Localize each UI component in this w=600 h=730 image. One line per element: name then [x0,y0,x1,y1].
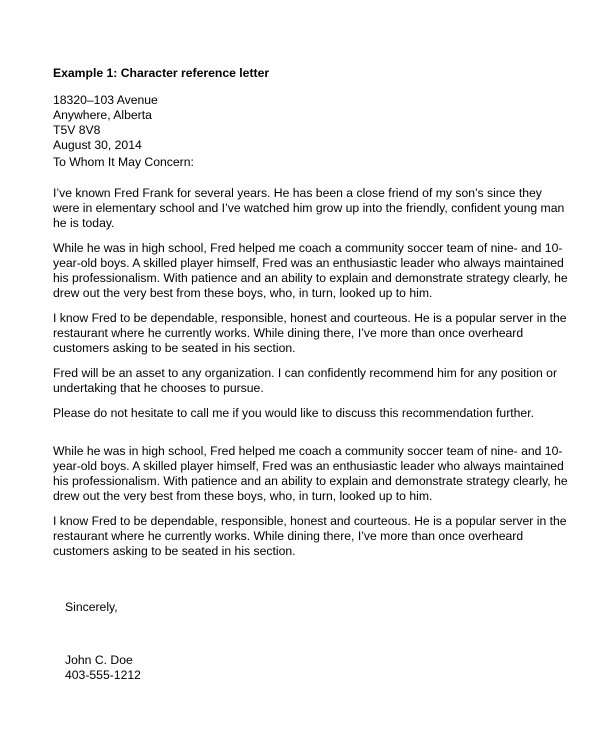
paragraph-line: Fred will be an asset to any organization. I can confidently recommend him for any position or [53,366,558,380]
paragraph-line: his professionalism. With patience and an ability to explain and demonstrate strategy clearly, he [53,474,568,488]
signature-block [65,653,565,683]
paragraph-line: were in elementary school and I’ve watched him grow up into the friendly, confident young man [53,201,565,215]
paragraph-4 [53,366,558,396]
salutation-text: To Whom It May Concern: [53,155,194,169]
paragraph-line: restaurant where he currently works. While dining there, I’ve more than once overheard [53,326,524,340]
paragraph-line: restaurant where he currently works. While dining there, I’ve more than once overheard [53,529,524,543]
paragraph-line: his professionalism. With patience and an ability to explain and demonstrate strategy clearly, he [53,271,568,285]
paragraph-7 [53,514,567,559]
signer-name: John C. Doe [65,653,133,667]
paragraph-2 [53,241,568,301]
paragraph-5 [53,406,553,421]
closing-text: Sincerely, [65,600,118,614]
paragraph-line: I know Fred to be dependable, responsible, honest and courteous. He is a popular server in the [53,514,567,528]
address-street: 18320–103 Avenue [53,93,158,107]
paragraph-line: customers asking to be seated in his section. [53,544,296,558]
paragraph-line: year-old boys. A skilled player himself, Fred was an enthusiastic leader who always maintained [53,256,564,270]
closing [65,600,565,615]
paragraph-line: year-old boys. A skilled player himself, Fred was an enthusiastic leader who always maintained [53,459,564,473]
paragraph-3 [53,311,567,356]
paragraph-line: While he was in high school, Fred helped me coach a community soccer team of nine- and 10- [53,444,563,458]
paragraph-1 [53,186,565,231]
paragraph-line: While he was in high school, Fred helped me coach a community soccer team of nine- and 10- [53,241,563,255]
paragraph-line: drew out the very best from these boys, who, in turn, looked up to him. [53,286,433,300]
paragraph-line: he is today. [53,216,115,230]
address-city: Anywhere, Alberta [53,108,152,122]
paragraph-line: customers asking to be seated in his section. [53,341,296,355]
paragraph-line: I know Fred to be dependable, responsible, honest and courteous. He is a popular server in the [53,311,567,325]
paragraph-line: I’ve known Fred Frank for several years. He has been a close friend of my son’s since they [53,186,542,200]
paragraph-line: Please do not hesitate to call me if you would like to discuss this recommendation further. [53,406,534,420]
paragraph-line: undertaking that he chooses to pursue. [53,381,264,395]
letter-date: August 30, 2014 [53,138,142,152]
letter-title-text: Example 1: Character reference letter [53,66,270,80]
paragraph-line: drew out the very best from these boys, who, in turn, looked up to him. [53,489,433,503]
signer-phone: 403-555-1212 [65,668,141,682]
paragraph-6 [53,444,568,504]
sender-address [53,93,553,153]
letter-title [53,66,553,81]
salutation [53,155,553,170]
address-postal-code: T5V 8V8 [53,123,101,137]
